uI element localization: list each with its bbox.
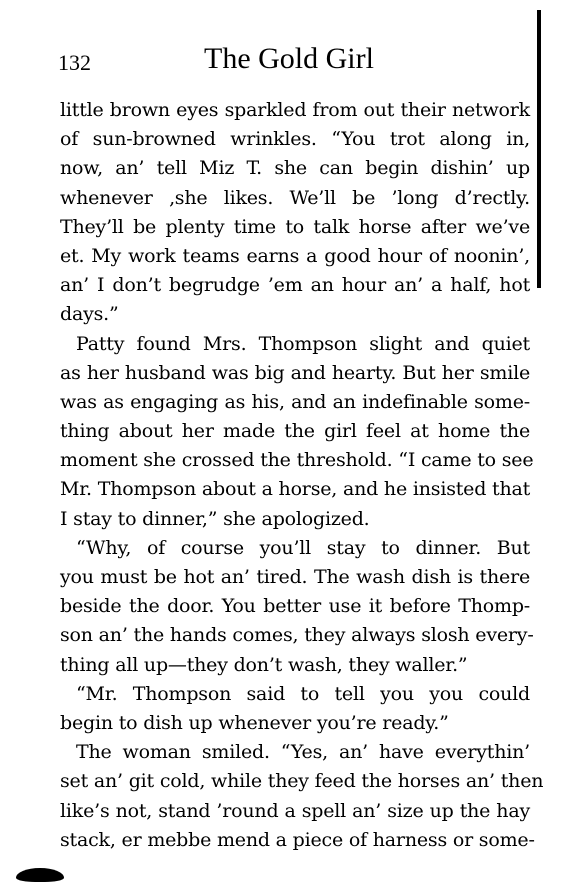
text-line: whenever ‚she likes. We’ll be ’long d’rectly. xyxy=(60,186,530,209)
text-line: beside the door. You better use it before Thomp- xyxy=(60,595,530,618)
paragraph-start-line: “Why, of course you’ll stay to dinner. But xyxy=(76,536,530,559)
running-title: The Gold Girl xyxy=(204,42,374,75)
text-line: an’ I don’t begrudge ’em an hour an’ a half, hot xyxy=(60,274,530,297)
ink-blot xyxy=(16,868,64,882)
paragraph-start-line: “Mr. Thompson said to tell you you could xyxy=(76,682,530,705)
text-line: begin to dish up whenever you’re ready.” xyxy=(60,711,449,734)
text-line: little brown eyes sparkled from out their network xyxy=(60,99,530,121)
text-line: moment she crossed the threshold. “I came to see xyxy=(60,449,534,472)
paragraph-start-line: Patty found Mrs. Thompson slight and quiet xyxy=(76,332,530,355)
page-number: 132 xyxy=(58,50,91,75)
text-line: son an’ the hands comes, they always slosh every- xyxy=(60,624,534,647)
text-line: Mr. Thompson about a horse, and he insisted that xyxy=(60,478,531,501)
text-line: now, an’ tell Miz T. she can begin dishin’ up xyxy=(60,157,530,180)
text-line: et. My work teams earns a good hour of noonin’, xyxy=(60,244,530,267)
text-line: like’s not, stand ’round a spell an’ size up the hay xyxy=(60,799,530,822)
text-line: set an’ git cold, while they feed the horses an’ then xyxy=(60,770,544,793)
text-line: of sun-browned wrinkles. “You trot along in, xyxy=(60,128,530,151)
text-line: days.” xyxy=(60,303,119,326)
scan-edge-rule xyxy=(537,10,541,288)
page-header xyxy=(58,42,536,82)
text-line: thing all up—they don’t wash, they waller.” xyxy=(60,653,468,676)
text-line: thing about her made the girl feel at home the xyxy=(60,420,530,443)
text-line: you must be hot an’ tired. The wash dish is there xyxy=(60,566,530,588)
paragraph-start-line: The woman smiled. “Yes, an’ have everythin’ xyxy=(76,741,530,764)
text-line: They’ll be plenty time to talk horse after we’ve xyxy=(60,215,530,238)
text-line: I stay to dinner,” she apologized. xyxy=(60,507,370,530)
text-line: as her husband was big and hearty. But her smile xyxy=(60,361,530,384)
body-text xyxy=(60,96,544,855)
text-line: stack, er mebbe mend a piece of harness or some- xyxy=(60,828,535,851)
text-line: was as engaging as his, and an indefinable some- xyxy=(60,390,530,413)
